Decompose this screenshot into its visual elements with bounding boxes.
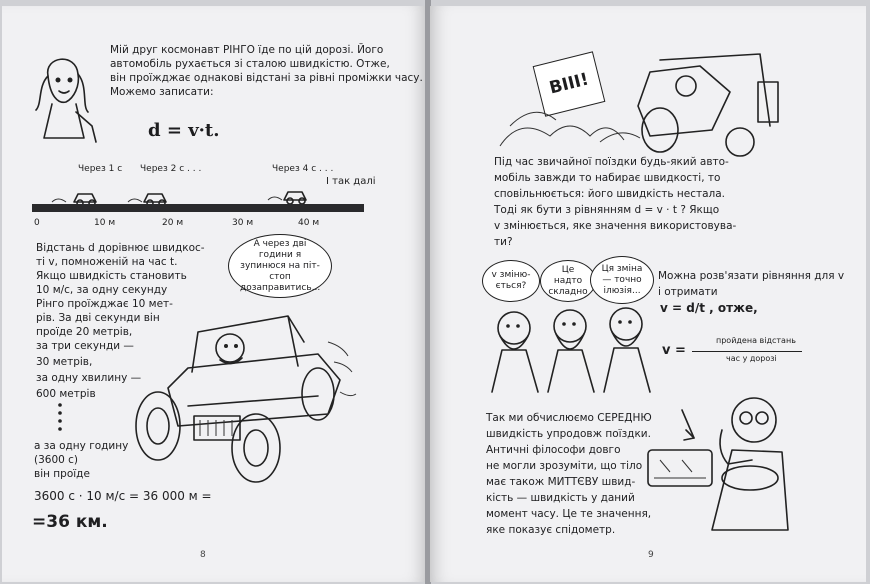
after-4s-label: Через 4 с . . .	[272, 164, 334, 174]
intro-line-3: він проїжджає однакові відстані за рівні проміжки часу.	[110, 72, 423, 84]
bubble-illusion-text: Ця зміна — точно ілюзія...	[601, 263, 643, 296]
ringo-buggy-illustration	[128, 302, 368, 492]
para2-line-3: Античні філософи довго	[486, 444, 621, 456]
para-line-5: Рінго проїжджає 10 мет-	[36, 298, 173, 310]
para-line-1: Відстань d дорівнює швидкос-	[36, 242, 205, 254]
para2-line-2: швидкість упродовж поїздки.	[486, 428, 651, 440]
bubble-too-complex-text: Це надто складно	[548, 264, 588, 297]
left-page-number: 8	[200, 550, 206, 560]
para1-line-2: мобіль завжди то набирає швидкості, то	[494, 172, 721, 184]
distance-formula: d = v·t.	[148, 120, 220, 141]
solve-formula: v = d/t , отже,	[660, 301, 758, 315]
para1-line-5: v змінюється, яке значення використовува-	[494, 220, 737, 232]
ellipsis-dots	[56, 402, 66, 432]
ringo-speech-text: А через дві години я зупинюся на піт-стоп дозаправитись...	[240, 238, 321, 293]
para-line-4: 10 м/с, за одну секунду	[36, 284, 168, 296]
fraction-denominator: час у дорозі	[726, 354, 777, 363]
tick-40m: 40 м	[298, 218, 320, 228]
para2-line-8: яке показує спідометр.	[486, 524, 616, 536]
para2-line-1: Так ми обчислюємо СЕРЕДНЮ	[486, 412, 652, 424]
fraction-v-label: v =	[662, 343, 686, 358]
bubble-speed-changes	[482, 260, 540, 302]
ringo-speech-bubble	[228, 234, 332, 298]
philosophers-illustration	[484, 302, 654, 392]
solve-line-2: і отримати	[658, 286, 718, 298]
solve-line-1: Можна розв'язати рівняння для v	[658, 270, 845, 282]
right-page	[430, 6, 866, 582]
para1-line-4: Тоді як бути з рівнянням d = v · t ? Якщо	[494, 204, 720, 216]
bubble-too-complex	[540, 260, 596, 302]
calc-result: =36 км.	[32, 512, 108, 532]
right-page-number: 9	[648, 550, 654, 560]
para1-line-3: сповільнюється: його швидкість нестала.	[494, 188, 726, 200]
para-line-3: Якщо швидкість становить	[36, 270, 187, 282]
para2-line-7: момент часу. Це те значення,	[486, 508, 652, 520]
para-line-10: за одну хвилину —	[36, 372, 142, 384]
para-line-6: рів. За дві секунди він	[36, 312, 160, 324]
fraction-numerator: пройдена відстань	[716, 336, 796, 345]
car-burnout-illustration	[500, 46, 800, 166]
speedometer-driver-illustration	[642, 390, 792, 540]
tick-0: 0	[34, 218, 40, 228]
para-line-8: за три секунди —	[36, 340, 134, 352]
left-page	[2, 6, 426, 582]
para-line-11: 600 метрів	[36, 388, 96, 400]
para2-line-6: кість — швидкість у даний	[486, 492, 635, 504]
fraction-bar	[692, 351, 802, 352]
para1-line-6: ти?	[494, 236, 513, 248]
para-line-7: проїде 20 метрів,	[36, 326, 133, 338]
after-1s-label: Через 1 с	[78, 164, 123, 174]
after-2s-label: Через 2 с . . .	[140, 164, 202, 174]
tick-20m: 20 м	[162, 218, 184, 228]
para2-line-5: має також МИТТЄВУ швид-	[486, 476, 636, 488]
intro-line-2: автомобіль рухається зі сталою швидкістю. Отже,	[110, 58, 390, 70]
bubble-illusion	[590, 256, 654, 304]
hour-line-3: він проїде	[34, 468, 90, 480]
para-line-9: 30 метрів,	[36, 356, 93, 368]
tick-30m: 30 м	[232, 218, 254, 228]
intro-line-1: Мій друг космонавт РІНГО їде по цій дорозі. Його	[110, 44, 384, 56]
hour-line-2: (3600 с)	[34, 454, 79, 466]
vroom-text: ВІІІ!	[547, 69, 591, 99]
calc-line: 3600 с · 10 м/с = 36 000 м =	[34, 489, 212, 503]
hour-line-1: а за одну годину	[34, 440, 129, 452]
and-so-on-label: І так далі	[326, 176, 376, 187]
intro-line-4: Можемо записати:	[110, 86, 214, 98]
tick-10m: 10 м	[94, 218, 116, 228]
para1-line-1: Під час звичайної поїздки будь-який авто-	[494, 156, 729, 168]
bubble-speed-changes-text: v зміню-ється?	[491, 270, 531, 291]
para2-line-4: не могли зрозуміти, що тіло	[486, 460, 643, 472]
road-bar	[32, 204, 364, 212]
girl-character-illustration	[26, 46, 106, 146]
para-line-2: ті v, помноженій на час t.	[36, 256, 178, 268]
